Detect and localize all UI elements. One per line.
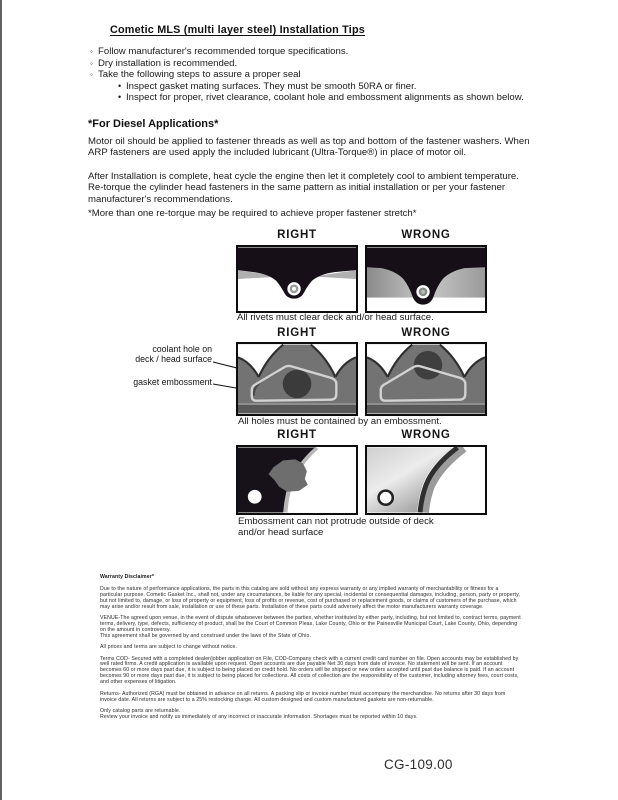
figure1-wrong-label: WRONG <box>401 229 451 241</box>
diesel-paragraph-1: Motor oil should be applied to fastener threads as well as top and bottom of the fastener washers. When ARP fasteners are used apply the included lubricant (Ultra-Torque®) in place of motor oil. <box>88 136 530 159</box>
figure1-right-panel <box>236 245 358 313</box>
disclaimer-paragraph: Due to the nature of performance applications, the parts in this catalog are sold without any express warranty or any implied warranty of merchantability or fitness for a particular purpose. Cometic Gasket Inc., shall not, under any circumstances, be liable for any special, incidental or consequential damages, including, person, party or property, but not limited to, damage, or loss of property or equipment, loss of profits or revenue, cost of purchased or replacement goods, or claims of customers of the purchase, which may arise and/or result from sale, installation or use of these parts. Installation of these parts could adversely affect the motor manufacturers warranty coverage. <box>100 585 520 610</box>
disclaimer-paragraph: Only catalog parts are returnable. <box>100 707 181 714</box>
disclaimer-paragraph: Review your invoice and notify us immediately of any incorrect or inaccurate information. Shortages must be reported within 10 days. <box>100 713 418 720</box>
list-item <box>118 81 550 93</box>
figure3-caption: Embossment can not protrude outside of deck and/or head surface <box>238 516 434 539</box>
figure3-right-label: RIGHT <box>277 429 317 441</box>
dot-bullet-icon: • <box>118 80 122 91</box>
page-left-edge <box>0 0 2 800</box>
diesel-applications-heading: *For Diesel Applications* <box>88 118 219 130</box>
disclaimer-paragraph: All prices and terms are subject to change without notice. <box>100 644 237 651</box>
dot-bullet-icon: • <box>118 92 122 103</box>
embossment-wrong-diagram <box>367 344 485 414</box>
figure1-right-label: RIGHT <box>277 229 317 241</box>
figure1-wrong-panel <box>365 245 487 313</box>
protrusion-right-diagram <box>238 447 356 513</box>
embossment-right-diagram <box>238 344 356 414</box>
disclaimer-paragraph: VENUE-The agreed upon venue, in the event of dispute whatsoever between the parties, whether instituted by either party, including, but not limited to, contract terms, payment terms, delivery, type, defects, sufficiency of product, shall be the Court of Common Pleas, Lake County, Ohio or the Painesville Municipal Court, Lake County, Ohio, depending on the amount in controversy. <box>100 615 521 633</box>
figure3-right-panel <box>236 445 358 515</box>
gasket-embossment-label: gasket embossment <box>133 377 212 387</box>
protrusion-wrong-diagram <box>367 447 485 513</box>
figure2-right-panel <box>236 342 358 416</box>
tip-text: Inspect for proper, rivet clearance, coolant hole and embossment alignments as shown below. <box>126 92 524 104</box>
list-item <box>90 69 550 81</box>
figure2-caption: All holes must be contained by an embossment. <box>238 416 442 427</box>
rivet-clearance-wrong-diagram <box>367 247 485 311</box>
circle-bullet-icon: ◦ <box>90 58 93 68</box>
page-title: Cometic MLS (multi layer steel) Installation Tips <box>110 24 365 36</box>
installation-tips-list <box>90 46 550 104</box>
disclaimer-heading: Warranty Disclaimer* <box>100 574 154 580</box>
figure2-right-label: RIGHT <box>277 327 317 339</box>
warranty-disclaimer <box>100 575 521 721</box>
tip-text: Inspect gasket mating surfaces. They must be smooth 50RA or finer. <box>126 80 417 92</box>
disclaimer-paragraph: This agreement shall be governed by and construed under the laws of the State of Ohio. <box>100 632 312 639</box>
coolant-hole-label: coolant hole on deck / head surface <box>135 344 212 365</box>
figure2-wrong-panel <box>365 342 487 416</box>
disclaimer-paragraph: Returns- Authorized (RGA) must be obtained in advance on all returns. A packing slip or invoice number must accompany the merchandise. No returns after 30 days from invoice date. All returns are subject to a 25% restocking charge. All custom designed and custom manufactured gaskets are non-returnable. <box>100 690 506 703</box>
figure1-caption: All rivets must clear deck and/or head surface. <box>237 312 434 323</box>
figure3-wrong-panel <box>365 445 487 515</box>
disclaimer-paragraph: Terms COD- Secured with a completed dealer/jobber application on File, COD-Company check with a current credit card number on file. Open accounts may be established by well rated firms. A credit application is available upon request. Open accounts are due payable Net 30 days from date of invoice. No statement will be sent. If an account becomes 60 or more days past due, it is subject to being placed on credit hold. No orders will be shipped or new orders accepted until past due balance is paid. If an account becomes 90 or more days past due, it is subject to being placed for collections. All costs of collection are the responsibility of the customer, including attorney fees, court costs, and other expenses of litigation. <box>100 655 519 686</box>
list-item <box>90 46 550 58</box>
retorque-note: *More than one re-torque may be required to achieve proper fastener stretch* <box>88 208 417 219</box>
list-item <box>118 92 550 104</box>
tip-text: Dry installation is recommended. <box>98 57 238 69</box>
tip-text: Follow manufacturer's recommended torque specifications. <box>98 46 349 57</box>
figure2-wrong-label: WRONG <box>401 327 451 339</box>
rivet-clearance-right-diagram <box>238 247 356 311</box>
list-item <box>90 58 550 70</box>
page-code: CG-109.00 <box>384 757 453 772</box>
circle-bullet-icon: ◦ <box>90 70 93 80</box>
circle-bullet-icon: ◦ <box>90 47 93 56</box>
figure3-wrong-label: WRONG <box>401 429 451 441</box>
tip-text: Take the following steps to assure a proper seal <box>98 69 301 81</box>
diesel-paragraph-2: After Installation is complete, heat cycle the engine then let it completely cool to ambient temperature. Re-torque the cylinder head fasteners in the same pattern as initial installation or per your fastener manufacturer's recommendations. <box>88 171 519 205</box>
